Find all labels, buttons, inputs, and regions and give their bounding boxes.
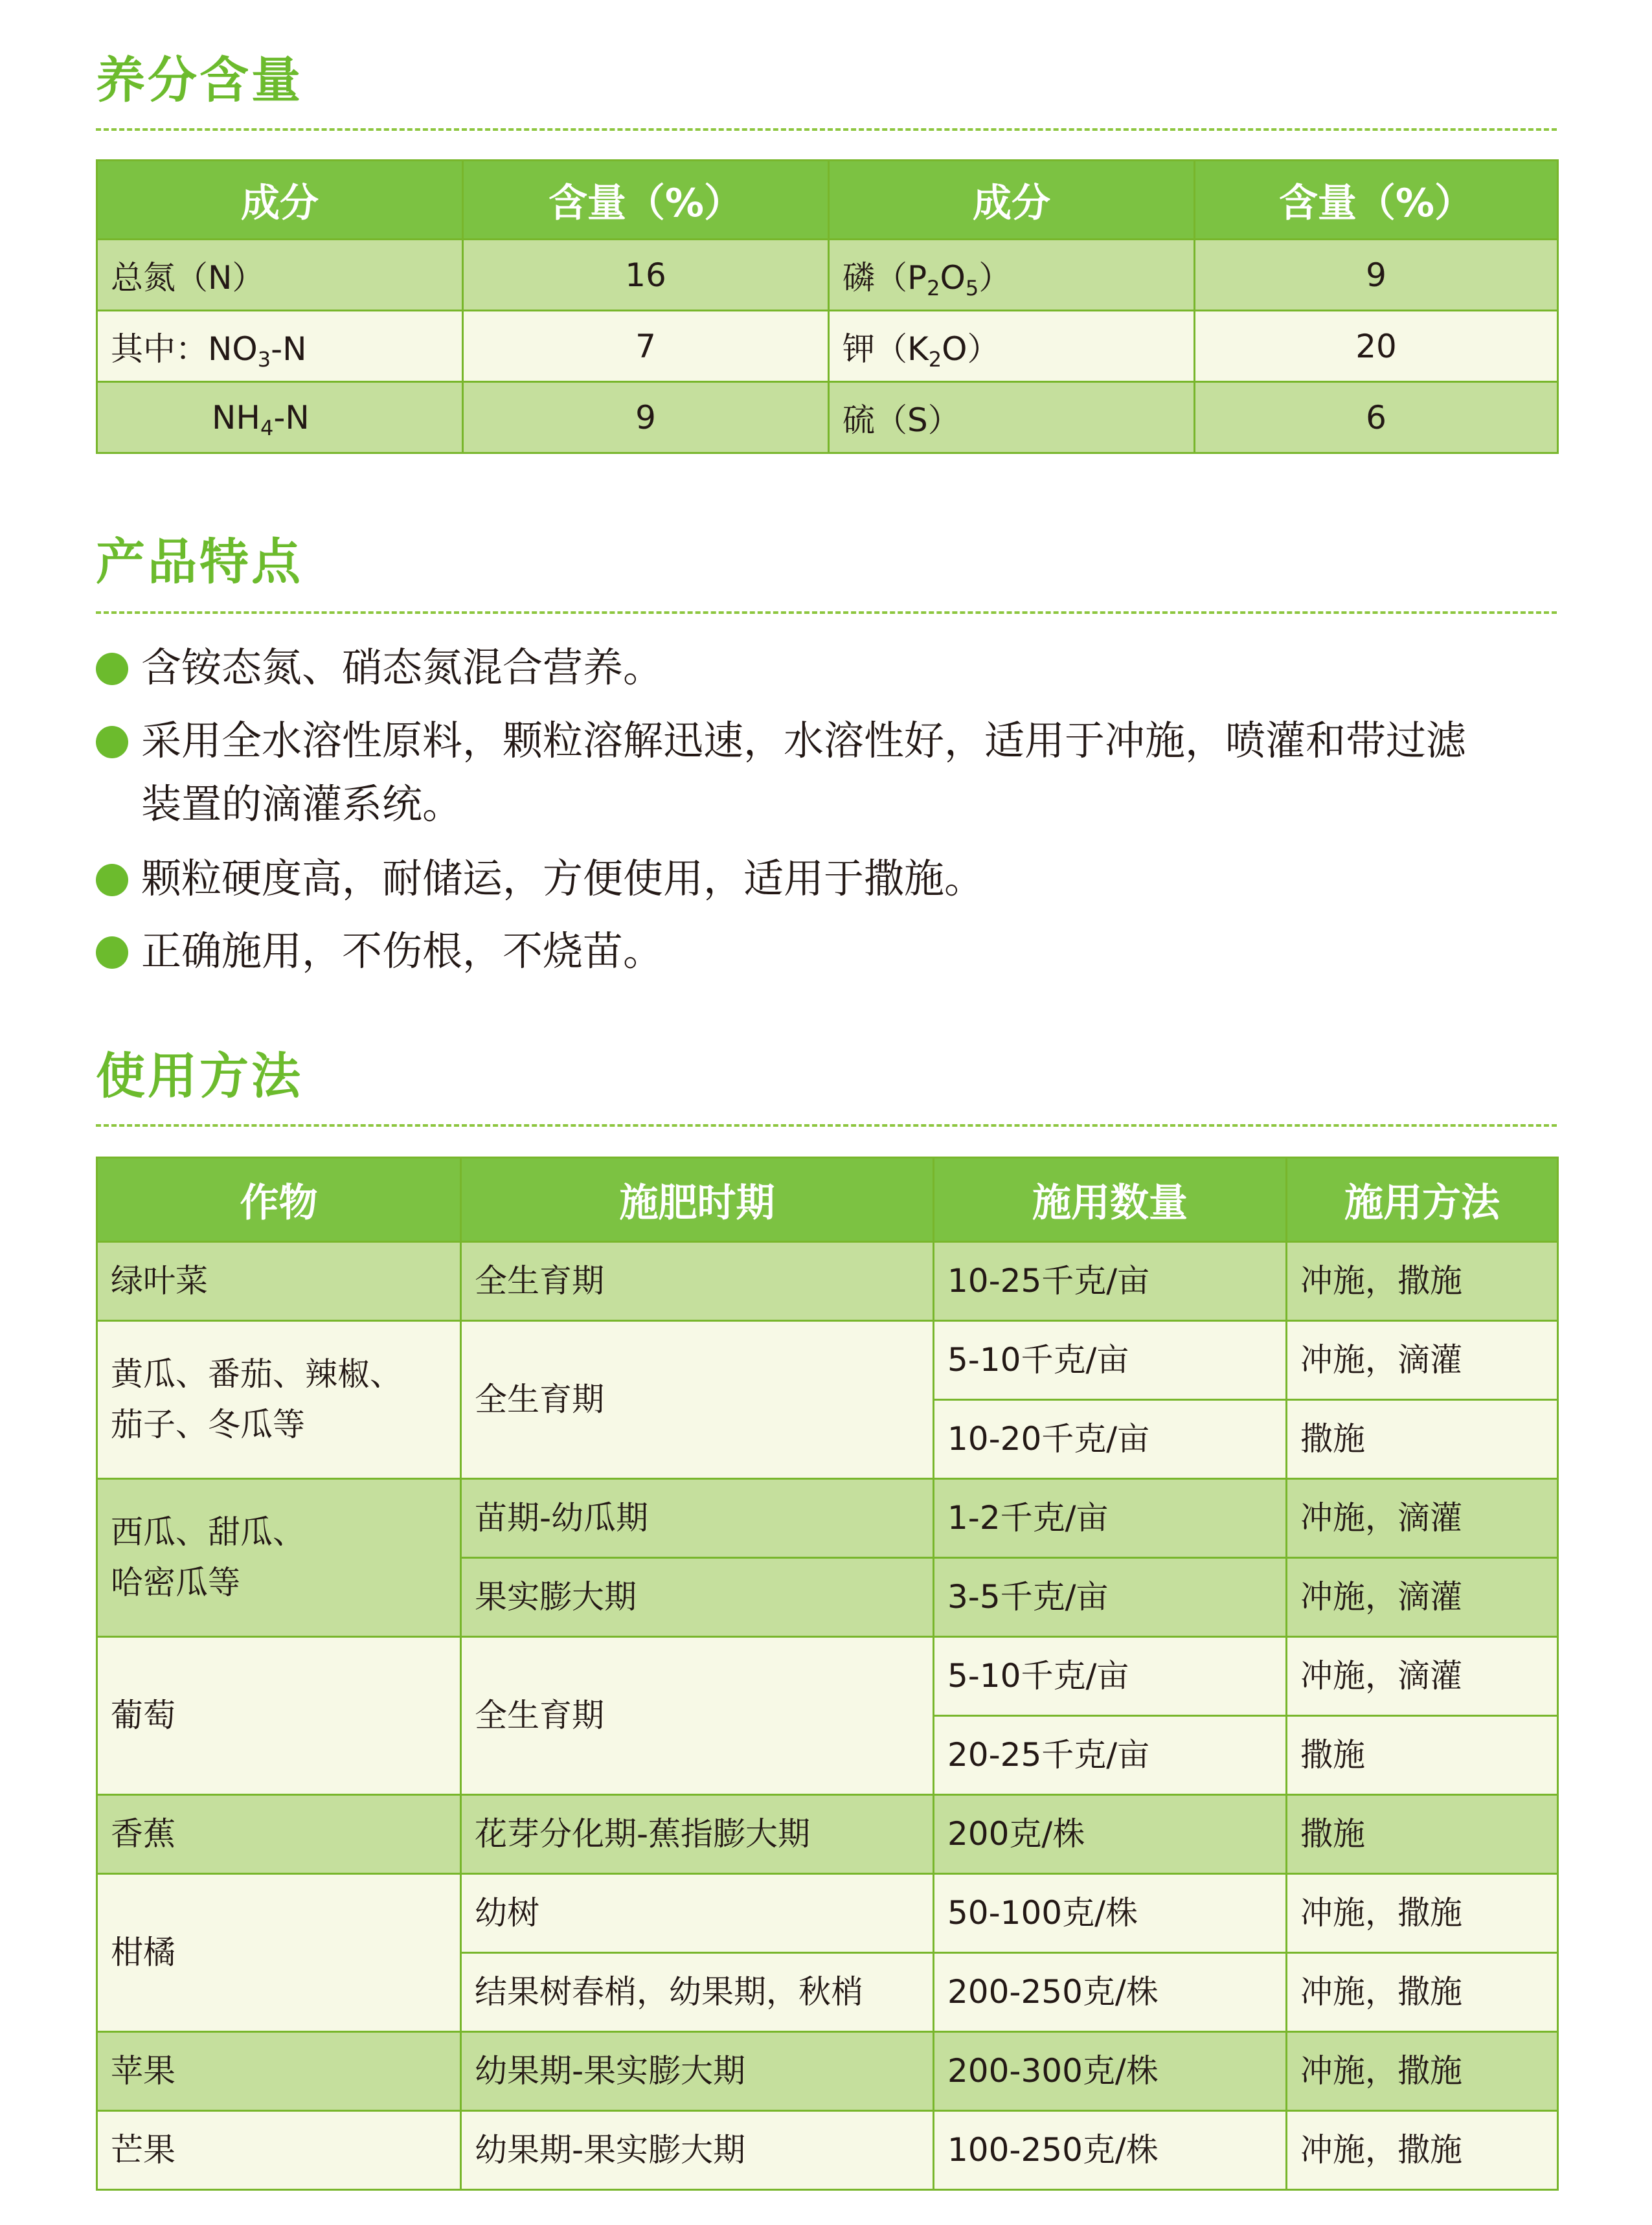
value-sulfur: 6 — [1195, 382, 1558, 453]
usage-row-apple — [97, 2032, 1558, 2111]
component-potassium: 钾$(K_2O)$ — [829, 311, 1195, 382]
feature-item: 含铵态氮、硝态氮混合营养。 — [141, 644, 664, 691]
component-phosphorus: 磷$(P_2O_5)$ — [829, 240, 1195, 311]
amount-cell: 50-100克/株 — [934, 1874, 1287, 1953]
bullet-icon — [96, 864, 128, 896]
value-potassium: 20 — [1195, 311, 1558, 382]
bullet-icon — [96, 726, 128, 758]
crop-cell: 苹果 — [97, 2032, 461, 2111]
period-cell: 全生育期 — [461, 1242, 934, 1321]
nutrient-row — [97, 240, 1558, 311]
amount-cell: 10-25千克/亩 — [934, 1242, 1287, 1321]
crop-cell: 芒果 — [97, 2111, 461, 2190]
value-nitrate-nitrogen: 7 — [463, 311, 829, 382]
nutrient-table — [96, 159, 1559, 454]
amount-cell: 100-250克/株 — [934, 2111, 1287, 2190]
period-cell: 果实膨大期 — [461, 1558, 934, 1637]
method-cell: 撒施 — [1287, 1716, 1558, 1795]
nutrient-divider — [96, 128, 1557, 131]
usage-table — [96, 1157, 1559, 2191]
value-phosphorus: 9 — [1195, 240, 1558, 311]
method-cell: 冲施，滴灌 — [1287, 1321, 1558, 1400]
feature-item: 颗粒硬度高，耐储运，方便使用，适用于撒施。 — [141, 855, 985, 902]
method-cell: 冲施，滴灌 — [1287, 1479, 1558, 1558]
amount-cell: 1-2千克/亩 — [934, 1479, 1287, 1558]
nutrient-section-title: 养分含量 — [96, 51, 303, 109]
usage-header-method: 施用方法 — [1287, 1158, 1558, 1242]
value-total-nitrogen: 16 — [463, 240, 829, 311]
method-cell: 冲施，撒施 — [1287, 1242, 1558, 1321]
period-cell: 结果树春梢，幼果期，秋梢 — [461, 1953, 934, 2032]
component-ammonium-nitrogen: $NH_4-N$ — [97, 382, 463, 453]
method-cell: 冲施，撒施 — [1287, 1874, 1558, 1953]
method-cell: 冲施，撒施 — [1287, 1953, 1558, 2032]
crop-cell: 绿叶菜 — [97, 1242, 461, 1321]
usage-header-amount: 施用数量 — [934, 1158, 1287, 1242]
nutrient-header-component-2: 成分 — [829, 161, 1195, 240]
nutrient-header-row — [97, 161, 1558, 240]
amount-cell: 3-5千克/亩 — [934, 1558, 1287, 1637]
period-cell: 全生育期 — [461, 1637, 934, 1795]
nutrient-header-content-1: 含量（%） — [463, 161, 829, 240]
features-divider — [96, 611, 1557, 614]
amount-cell: 200-250克/株 — [934, 1953, 1287, 2032]
component-total-nitrogen: 总氮（N） — [97, 240, 463, 311]
crop-cell: 西瓜、甜瓜、 哈密瓜等 — [97, 1479, 461, 1637]
crop-cell: 柑橘 — [97, 1874, 461, 2032]
usage-row-banana — [97, 1795, 1558, 1874]
period-cell: 花芽分化期-蕉指膨大期 — [461, 1795, 934, 1874]
crop-cell: 黄瓜、番茄、辣椒、 茄子、冬瓜等 — [97, 1321, 461, 1479]
nutrient-header-content-2: 含量（%） — [1195, 161, 1558, 240]
usage-header-row — [97, 1158, 1558, 1242]
usage-header-period: 施肥时期 — [461, 1158, 934, 1242]
feature-item: 正确施用，不伤根，不烧苗。 — [141, 927, 664, 975]
features-section-title: 产品特点 — [96, 533, 303, 591]
nutrient-row — [97, 382, 1558, 453]
method-cell: 冲施，撒施 — [1287, 2032, 1558, 2111]
usage-header-crop: 作物 — [97, 1158, 461, 1242]
amount-cell: 200-300克/株 — [934, 2032, 1287, 2111]
period-cell: 幼树 — [461, 1874, 934, 1953]
nutrient-row — [97, 311, 1558, 382]
usage-divider — [96, 1124, 1557, 1127]
amount-cell: 10-20千克/亩 — [934, 1400, 1287, 1479]
period-cell: 苗期-幼瓜期 — [461, 1479, 934, 1558]
usage-row-grape — [97, 1637, 1558, 1716]
usage-row-watermelon — [97, 1479, 1558, 1558]
nutrient-header-component-1: 成分 — [97, 161, 463, 240]
usage-row-leafy-greens — [97, 1242, 1558, 1321]
amount-cell: 5-10千克/亩 — [934, 1637, 1287, 1716]
method-cell: 冲施，滴灌 — [1287, 1558, 1558, 1637]
component-sulfur: 硫（S） — [829, 382, 1195, 453]
feature-item-continued: 装置的滴灌系统。 — [141, 780, 463, 828]
usage-row-cucumber — [97, 1321, 1558, 1400]
usage-row-mango — [97, 2111, 1558, 2190]
feature-item: 采用全水溶性原料，颗粒溶解迅速，水溶性好，适用于冲施，喷灌和带过滤 — [141, 717, 1467, 764]
period-cell: 幼果期-果实膨大期 — [461, 2111, 934, 2190]
bullet-icon — [96, 936, 128, 969]
method-cell: 冲施，撒施 — [1287, 2111, 1558, 2190]
crop-cell: 香蕉 — [97, 1795, 461, 1874]
period-cell: 全生育期 — [461, 1321, 934, 1479]
amount-cell: 200克/株 — [934, 1795, 1287, 1874]
method-cell: 撒施 — [1287, 1795, 1558, 1874]
usage-section-title: 使用方法 — [96, 1047, 303, 1105]
method-cell: 撒施 — [1287, 1400, 1558, 1479]
component-nitrate-nitrogen: 其中：$NO_3-N$ — [97, 311, 463, 382]
usage-row-citrus — [97, 1874, 1558, 1953]
period-cell: 幼果期-果实膨大期 — [461, 2032, 934, 2111]
crop-cell: 葡萄 — [97, 1637, 461, 1795]
value-ammonium-nitrogen: 9 — [463, 382, 829, 453]
method-cell: 冲施，滴灌 — [1287, 1637, 1558, 1716]
amount-cell: 5-10千克/亩 — [934, 1321, 1287, 1400]
bullet-icon — [96, 653, 128, 685]
amount-cell: 20-25千克/亩 — [934, 1716, 1287, 1795]
